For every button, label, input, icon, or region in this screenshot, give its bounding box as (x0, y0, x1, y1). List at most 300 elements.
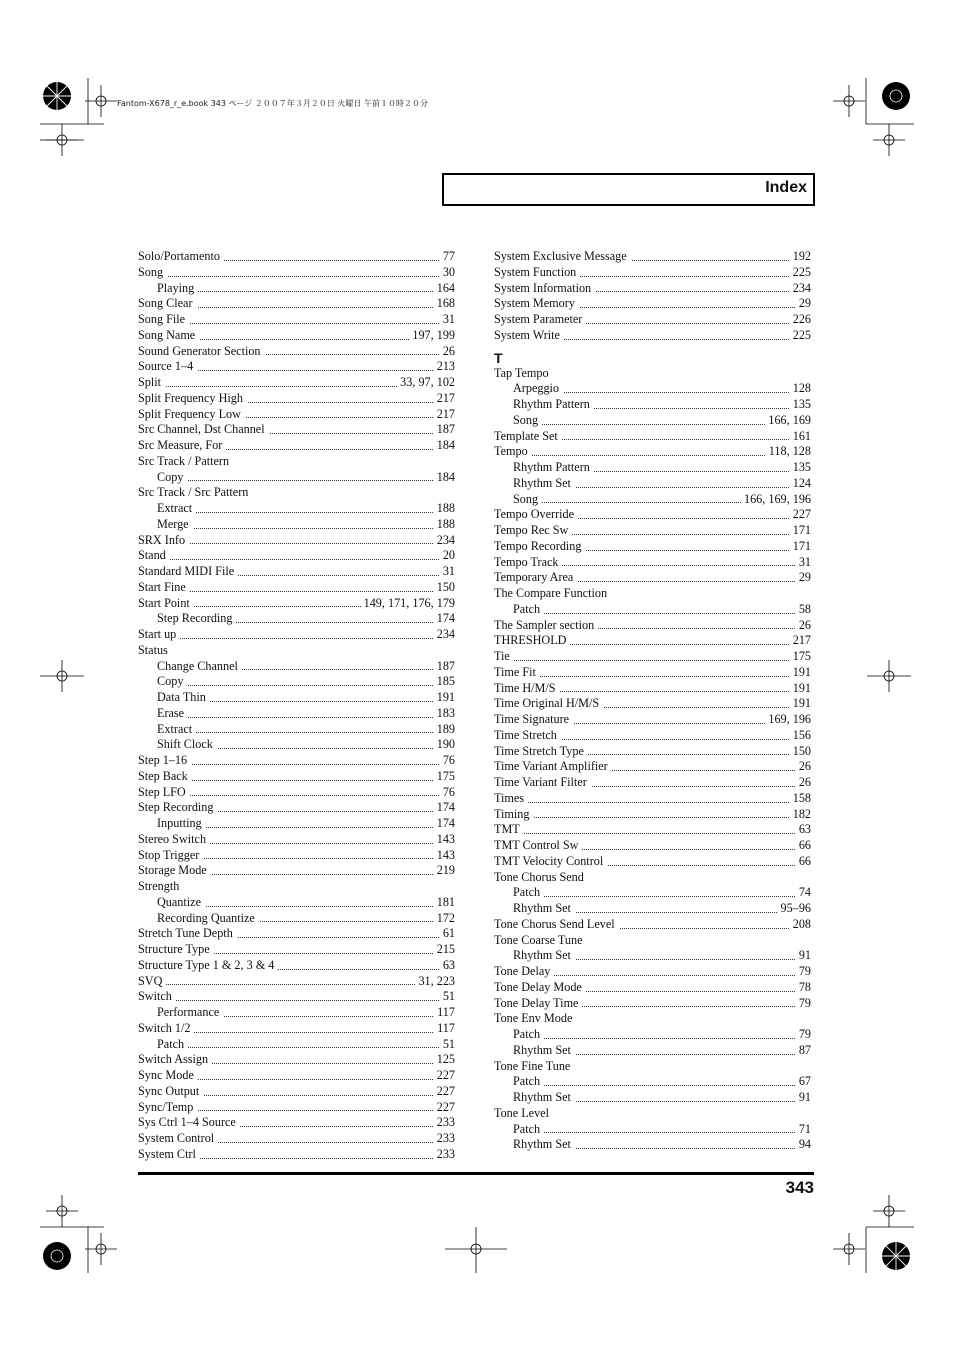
index-entry (494, 1059, 811, 1075)
index-entry (138, 1052, 455, 1068)
entry-term: Song Clear (138, 296, 197, 310)
index-subentry (494, 885, 811, 901)
section-title-box (442, 173, 815, 206)
entry-term: Copy (157, 674, 187, 688)
index-subentry (138, 470, 455, 486)
entry-pages: 95–96 (778, 901, 811, 917)
entry-pages: 227 (434, 1068, 455, 1084)
entry-term: System Function (494, 265, 580, 279)
entry-pages: 135 (790, 397, 811, 413)
entry-term: Switch Assign (138, 1052, 212, 1066)
index-entry (494, 296, 811, 312)
entry-term: Patch (513, 1027, 544, 1041)
index-entry (494, 665, 811, 681)
entry-term: Performance (157, 1005, 223, 1019)
index-entry (494, 854, 811, 870)
index-entry (494, 366, 811, 382)
entry-pages: 217 (790, 633, 811, 649)
entry-pages: 184 (434, 438, 455, 454)
entry-term: Patch (157, 1037, 188, 1051)
entry-term: Tempo Override (494, 507, 578, 521)
index-entry (494, 807, 811, 823)
entry-term: Rhythm Set (513, 476, 575, 490)
index-subentry (494, 1137, 811, 1153)
index-subentry (494, 397, 811, 413)
entry-pages: 183 (434, 706, 455, 722)
entry-term: Rhythm Set (513, 901, 575, 915)
entry-pages: 149, 171, 176, 179 (361, 596, 455, 612)
index-entry (138, 989, 455, 1005)
entry-term: Merge (157, 517, 193, 531)
entry-term: Playing (157, 281, 198, 295)
entry-term: Switch 1/2 (138, 1021, 194, 1035)
entry-term: THRESHOLD (494, 633, 570, 647)
entry-term: Structure Type (138, 942, 214, 956)
entry-pages: 143 (434, 848, 455, 864)
entry-term: Tone Chorus Send (494, 870, 588, 884)
entry-term: Recording Quantize (157, 911, 259, 925)
entry-term: Strength (138, 879, 183, 893)
entry-term: Template Set (494, 429, 562, 443)
index-entry (494, 964, 811, 980)
entry-term: Stretch Tune Depth (138, 926, 237, 940)
entry-term: Tone Env Mode (494, 1011, 576, 1025)
entry-pages: 79 (796, 964, 811, 980)
index-entry (138, 1068, 455, 1084)
index-entry (138, 249, 455, 265)
entry-term: Temporary Area (494, 570, 577, 584)
entry-pages: 166, 169, 196 (741, 492, 811, 508)
entry-term: Times (494, 791, 528, 805)
entry-term: Status (138, 643, 172, 657)
entry-term: Tap Tempo (494, 366, 553, 380)
entry-term: Tone Delay Time (494, 996, 582, 1010)
entry-term: TMT (494, 822, 524, 836)
index-entry (494, 586, 811, 602)
entry-term: Start up (138, 627, 180, 641)
index-entry (494, 444, 811, 460)
index-subentry (138, 674, 455, 690)
entry-pages: 187 (434, 659, 455, 675)
entry-pages: 172 (434, 911, 455, 927)
entry-pages: 71 (796, 1122, 811, 1138)
index-entry (494, 744, 811, 760)
entry-term: Structure Type 1 & 2, 3 & 4 (138, 958, 278, 972)
index-subentry (494, 901, 811, 917)
entry-pages: 67 (796, 1074, 811, 1090)
index-entry (494, 696, 811, 712)
entry-term: System Ctrl (138, 1147, 200, 1161)
index-entry (494, 507, 811, 523)
entry-pages: 118, 128 (766, 444, 811, 460)
entry-pages: 208 (790, 917, 811, 933)
index-entry (494, 933, 811, 949)
entry-term: Patch (513, 1122, 544, 1136)
entry-term: Step 1–16 (138, 753, 191, 767)
entry-term: Timing (494, 807, 533, 821)
entry-pages: 74 (796, 885, 811, 901)
entry-pages: 79 (796, 1027, 811, 1043)
entry-pages: 174 (434, 800, 455, 816)
entry-term: Stereo Switch (138, 832, 210, 846)
index-entry (138, 265, 455, 281)
entry-term: Inputting (157, 816, 206, 830)
index-subentry (138, 911, 455, 927)
index-entry (138, 753, 455, 769)
index-subentry (138, 517, 455, 533)
index-entry (494, 265, 811, 281)
index-entry (138, 926, 455, 942)
entry-term: Start Fine (138, 580, 190, 594)
entry-pages: 51 (440, 1037, 455, 1053)
index-entry (138, 942, 455, 958)
entry-term: Src Measure, For (138, 438, 226, 452)
entry-term: Time Variant Amplifier (494, 759, 612, 773)
entry-term: System Write (494, 328, 564, 342)
entry-pages: 171 (790, 539, 811, 555)
entry-term: Song (513, 413, 542, 427)
entry-term: Step Recording (138, 800, 217, 814)
entry-term: Rhythm Set (513, 1137, 575, 1151)
entry-pages: 191 (434, 690, 455, 706)
entry-pages: 51 (440, 989, 455, 1005)
entry-pages: 125 (434, 1052, 455, 1068)
entry-term: Time Variant Filter (494, 775, 591, 789)
entry-term: Quantize (157, 895, 205, 909)
index-entry (494, 523, 811, 539)
entry-pages: 217 (434, 407, 455, 423)
entry-pages: 61 (440, 926, 455, 942)
entry-pages: 63 (440, 958, 455, 974)
entry-term: Step Back (138, 769, 192, 783)
entry-pages: 227 (434, 1084, 455, 1100)
index-entry (494, 312, 811, 328)
entry-term: Tone Coarse Tune (494, 933, 587, 947)
entry-pages: 197, 199 (409, 328, 455, 344)
index-subentry (494, 1122, 811, 1138)
entry-term: TMT Velocity Control (494, 854, 607, 868)
entry-pages: 184 (434, 470, 455, 486)
index-entry (494, 759, 811, 775)
entry-pages: 150 (790, 744, 811, 760)
entry-term: Src Track / Src Pattern (138, 485, 252, 499)
entry-term: Time Signature (494, 712, 573, 726)
entry-term: System Information (494, 281, 595, 295)
index-entry (138, 1084, 455, 1100)
index-entry (138, 785, 455, 801)
index-entry (138, 832, 455, 848)
entry-term: Src Track / Pattern (138, 454, 233, 468)
index-entry (138, 1100, 455, 1116)
entry-term: Stop Trigger (138, 848, 203, 862)
index-subentry (138, 706, 455, 722)
entry-term: Rhythm Pattern (513, 397, 594, 411)
entry-term: Tone Delay Mode (494, 980, 586, 994)
index-subentry (138, 281, 455, 297)
entry-term: System Memory (494, 296, 579, 310)
index-entry (138, 769, 455, 785)
entry-pages: 143 (434, 832, 455, 848)
index-entry (138, 533, 455, 549)
entry-term: Data Thin (157, 690, 210, 704)
index-subentry (138, 737, 455, 753)
index-entry (138, 596, 455, 612)
entry-term: Song (513, 492, 542, 506)
index-entry (138, 485, 455, 501)
entry-term: Extract (157, 501, 196, 515)
entry-term: Tempo Rec Sw (494, 523, 572, 537)
index-entry (138, 1115, 455, 1131)
index-entry (494, 838, 811, 854)
entry-pages: 219 (434, 863, 455, 879)
entry-term: Extract (157, 722, 196, 736)
index-entry (494, 1011, 811, 1027)
entry-term: Split (138, 375, 165, 389)
index-entry (494, 775, 811, 791)
section-title: Index (765, 179, 807, 196)
entry-pages: 26 (796, 618, 811, 634)
entry-pages: 29 (796, 296, 811, 312)
index-subentry (494, 413, 811, 429)
entry-term: Rhythm Set (513, 1043, 575, 1057)
index-entry (138, 800, 455, 816)
entry-term: Tone Fine Tune (494, 1059, 574, 1073)
index-subentry (494, 602, 811, 618)
index-entry (138, 296, 455, 312)
entry-term: Tempo Recording (494, 539, 585, 553)
entry-pages: 66 (796, 838, 811, 854)
entry-term: System Parameter (494, 312, 586, 326)
entry-term: Song File (138, 312, 189, 326)
index-entry (138, 359, 455, 375)
entry-pages: 94 (796, 1137, 811, 1153)
entry-term: Tone Delay (494, 964, 554, 978)
index-subentry (494, 381, 811, 397)
entry-term: Switch (138, 989, 176, 1003)
index-entry (494, 570, 811, 586)
entry-pages: 79 (796, 996, 811, 1012)
entry-pages: 20 (440, 548, 455, 564)
entry-pages: 76 (440, 785, 455, 801)
entry-term: Shift Clock (157, 737, 217, 751)
index-entry (138, 454, 455, 470)
entry-term: Patch (513, 885, 544, 899)
index-entry (138, 879, 455, 895)
entry-pages: 164 (434, 281, 455, 297)
entry-pages: 233 (434, 1131, 455, 1147)
index-entry (494, 649, 811, 665)
entry-term: Split Frequency High (138, 391, 247, 405)
index-entry (138, 580, 455, 596)
entry-pages: 192 (790, 249, 811, 265)
entry-pages: 29 (796, 570, 811, 586)
entry-pages: 174 (434, 611, 455, 627)
index-subentry (138, 501, 455, 517)
entry-pages: 26 (440, 344, 455, 360)
index-entry (494, 429, 811, 445)
entry-pages: 174 (434, 816, 455, 832)
index-entry (138, 863, 455, 879)
entry-pages: 213 (434, 359, 455, 375)
entry-pages: 117 (434, 1005, 455, 1021)
index-column-right (494, 249, 811, 1153)
entry-pages: 191 (790, 696, 811, 712)
entry-pages: 234 (790, 281, 811, 297)
page-number: 343 (785, 1178, 814, 1197)
entry-term: Src Channel, Dst Channel (138, 422, 269, 436)
file-header: Fantom-X678_r_e.book 343 ページ ２００７年３月２０日 火曜日 午前１０時２０分 (117, 99, 428, 108)
entry-term: Time Stretch (494, 728, 561, 742)
entry-pages: 31, 223 (415, 974, 455, 990)
entry-term: Tone Chorus Send Level (494, 917, 619, 931)
entry-pages: 168 (434, 296, 455, 312)
index-subentry (494, 1027, 811, 1043)
entry-pages: 87 (796, 1043, 811, 1059)
entry-term: Solo/Portamento (138, 249, 224, 263)
index-entry (138, 627, 455, 643)
index-subentry (494, 948, 811, 964)
index-subentry (494, 460, 811, 476)
index-column-left (138, 249, 455, 1163)
entry-pages: 191 (790, 665, 811, 681)
index-entry (138, 422, 455, 438)
entry-pages: 225 (790, 328, 811, 344)
index-entry (138, 974, 455, 990)
entry-term: Rhythm Set (513, 948, 575, 962)
index-subentry (138, 1037, 455, 1053)
index-subentry (494, 1074, 811, 1090)
entry-pages: 188 (434, 501, 455, 517)
entry-pages: 26 (796, 775, 811, 791)
entry-term: Time Stretch Type (494, 744, 588, 758)
entry-term: Storage Mode (138, 863, 211, 877)
entry-pages: 63 (796, 822, 811, 838)
entry-pages: 175 (790, 649, 811, 665)
entry-term: Change Channel (157, 659, 242, 673)
index-entry (138, 407, 455, 423)
index-entry (138, 375, 455, 391)
entry-pages: 233 (434, 1115, 455, 1131)
entry-pages: 234 (434, 627, 455, 643)
index-entry (138, 328, 455, 344)
entry-term: Time Fit (494, 665, 540, 679)
index-entry (138, 312, 455, 328)
index-subentry (494, 1090, 811, 1106)
entry-term: Tempo (494, 444, 532, 458)
index-entry (494, 917, 811, 933)
entry-pages: 31 (440, 564, 455, 580)
entry-pages: 190 (434, 737, 455, 753)
entry-term: Rhythm Pattern (513, 460, 594, 474)
entry-pages: 182 (790, 807, 811, 823)
entry-pages: 66 (796, 854, 811, 870)
entry-pages: 91 (796, 948, 811, 964)
index-subentry (138, 816, 455, 832)
entry-term: Tempo Track (494, 555, 562, 569)
entry-term: SRX Info (138, 533, 189, 547)
entry-pages: 225 (790, 265, 811, 281)
entry-pages: 171 (790, 523, 811, 539)
index-entry (494, 681, 811, 697)
index-entry (494, 822, 811, 838)
entry-pages: 76 (440, 753, 455, 769)
index-subentry (138, 659, 455, 675)
index-entry (494, 1106, 811, 1122)
index-entry (494, 618, 811, 634)
entry-term: Sync Output (138, 1084, 203, 1098)
entry-term: Step LFO (138, 785, 190, 799)
index-entry (494, 633, 811, 649)
entry-term: Patch (513, 602, 544, 616)
letter-heading: T (494, 349, 503, 366)
index-entry (494, 728, 811, 744)
entry-pages: 233 (434, 1147, 455, 1163)
index-entry (138, 391, 455, 407)
entry-pages: 78 (796, 980, 811, 996)
entry-term: Split Frequency Low (138, 407, 245, 421)
entry-pages: 128 (790, 381, 811, 397)
entry-pages: 234 (434, 533, 455, 549)
entry-term: The Sampler section (494, 618, 598, 632)
index-entry (138, 344, 455, 360)
entry-pages: 124 (790, 476, 811, 492)
entry-pages: 189 (434, 722, 455, 738)
entry-pages: 187 (434, 422, 455, 438)
index-entry (138, 848, 455, 864)
index-entry (494, 555, 811, 571)
index-entry (494, 539, 811, 555)
entry-pages: 58 (796, 602, 811, 618)
entry-pages: 30 (440, 265, 455, 281)
entry-term: TMT Control Sw (494, 838, 582, 852)
index-subentry (138, 722, 455, 738)
entry-pages: 226 (790, 312, 811, 328)
entry-pages: 91 (796, 1090, 811, 1106)
entry-term: Time Original H/M/S (494, 696, 603, 710)
entry-pages: 26 (796, 759, 811, 775)
entry-pages: 33, 97, 102 (397, 375, 455, 391)
index-entry (138, 643, 455, 659)
entry-pages: 117 (434, 1021, 455, 1037)
index-entry (138, 438, 455, 454)
entry-term: Arpeggio (513, 381, 563, 395)
entry-term: Rhythm Set (513, 1090, 575, 1104)
entry-term: Time H/M/S (494, 681, 560, 695)
entry-pages: 175 (434, 769, 455, 785)
entry-pages: 217 (434, 391, 455, 407)
entry-pages: 31 (440, 312, 455, 328)
entry-term: Tone Level (494, 1106, 553, 1120)
index-entry (494, 791, 811, 807)
entry-term: Song (138, 265, 167, 279)
entry-pages: 169, 196 (765, 712, 811, 728)
entry-pages: 31 (796, 555, 811, 571)
entry-pages: 185 (434, 674, 455, 690)
index-entry (494, 712, 811, 728)
index-entry (494, 281, 811, 297)
index-subentry (138, 895, 455, 911)
entry-pages: 188 (434, 517, 455, 533)
index-entry (494, 328, 811, 344)
index-subentry (494, 1043, 811, 1059)
entry-term: Source 1–4 (138, 359, 197, 373)
index-entry (494, 870, 811, 886)
index-entry (494, 980, 811, 996)
entry-pages: 77 (440, 249, 455, 265)
entry-term: Sync/Temp (138, 1100, 197, 1114)
entry-pages: 135 (790, 460, 811, 476)
entry-pages: 150 (434, 580, 455, 596)
